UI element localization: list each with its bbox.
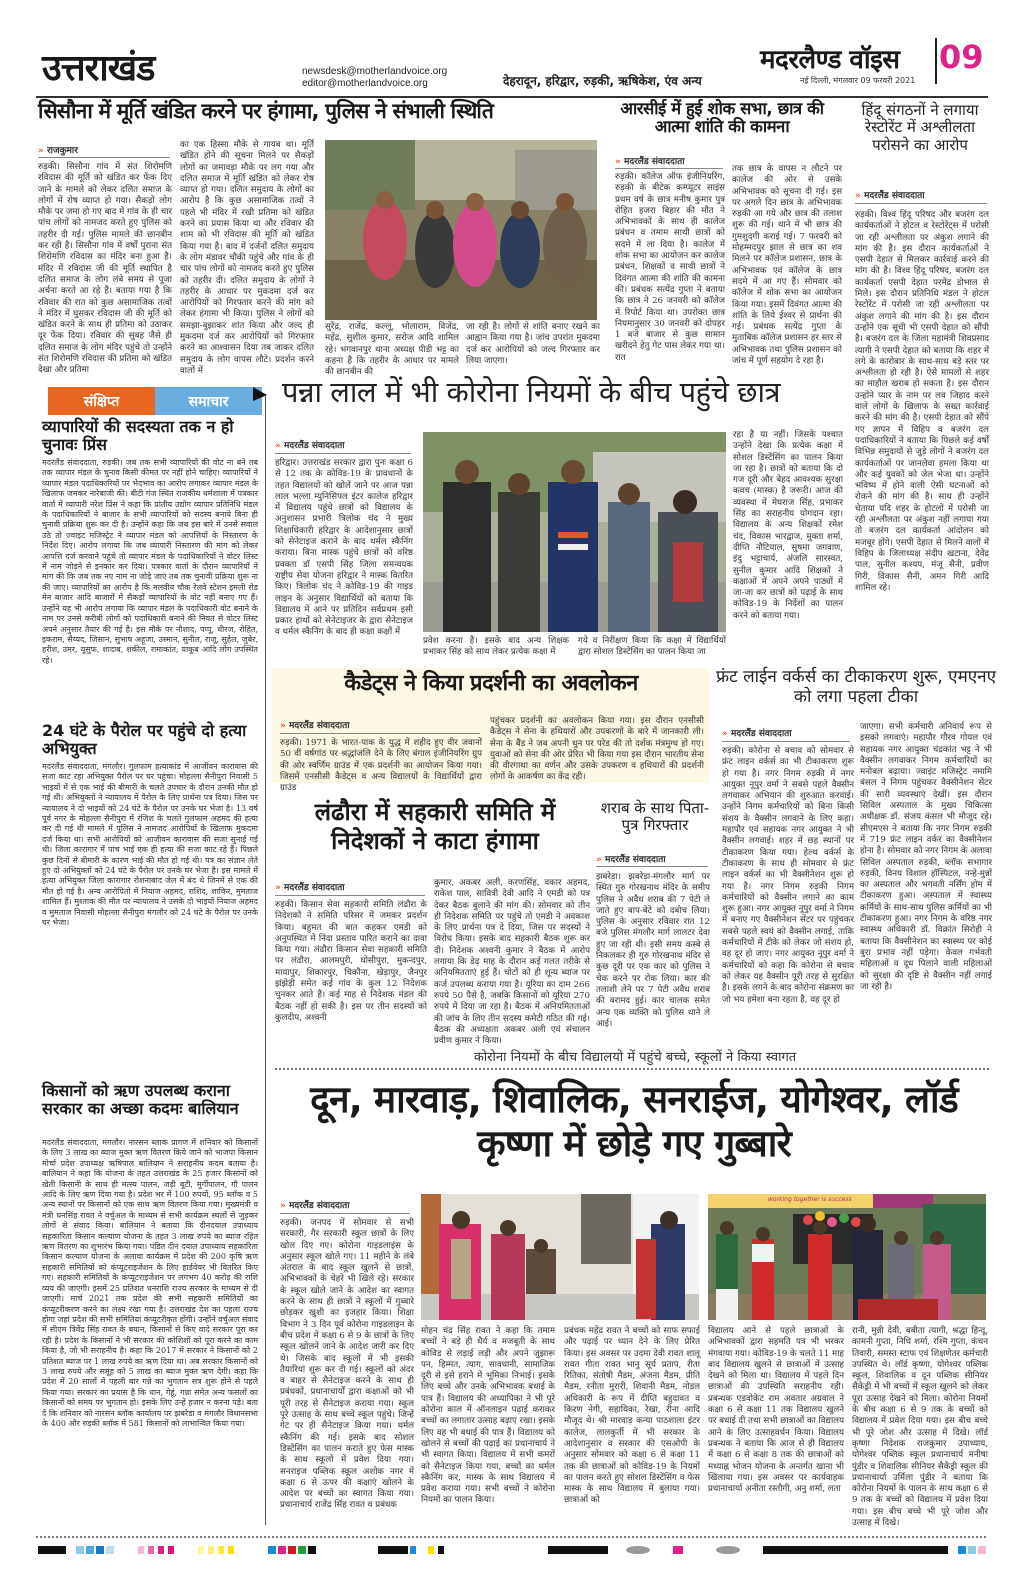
print-registration-marks — [18, 1546, 1006, 1554]
footer-dotted-rule — [36, 1536, 988, 1538]
header-rule — [36, 96, 988, 98]
schools-col5: रानी, मुन्नी देवी, बबीता त्यागी, श्रद्धा हिन्दू, कामनी गुप्ता, निधि शर्मा, रश्मि गुप्ता, कंचन तिवारी, समस्त स्टाफ एवं शिक्षणेतर कर्मचारी उपस्थित थे। लॉर्ड कृष्णा, योगेश्वर पब्लिक स्कूल, शिवालिक व दून पब्लिक सीनियर सैकेंड्री में भी बच्चों में स्कूल खुलने को लेकर पूरा उत्साह देखने को मिला। कोरोना नियमों के बीच कक्षा 6 से 9 तक के बच्चों को विद्यालय में प्रवेश दिया गया। इस बीच बच्चे भी पूरे जोश और उत्साह में दिखे। लॉर्ड कृष्णा निदेशक राजकुमार उपाध्याय, योगेश्वर पब्लिक स्कूल प्रधानाचार्य मनीषा पुंडीर व शिवालिक सीनियर सैकेंड्री स्कूल की प्रधानाचार्या उर्मिला पुंडीर ने बताया कि कोरोना नियमों के पालन के साथ कक्षा 6 से 9 तक के बच्चों को विद्यालय में प्रवेश दिया गया। इस बीच बच्चे भी पूरे जोश और उत्साह में दिखे। — [852, 1326, 988, 1529]
byline-sisona: » राजकुमार — [38, 143, 78, 156]
headline-sisona: सिसौना में मूर्ति खंडित करने पर हंगामा, पुलिस ने संभाली स्थिति — [38, 99, 494, 123]
byline-sharab: » मदरलैंड संवाददाता — [596, 852, 666, 865]
schools-col1: रुड़की। जनपद में सोमवार से सभी सरकारी, गैर सरकारी स्कूल छात्रों के लिए खोल दिए गए। कोरोना गाइडलाइंस के अनुसार स्कूल खोले गए। 11 महीने के लंबे अंतराल के बाद स्कूल खुलने से छात्रों, अभिभावकों के चेहरे भी खिले रहे। सरकार के स्कूल खोले जाने के आदेश का स्वागत करने के साथ ही छात्रों ने स्कूलों में गुब्बारे छोड़कर खुशी का इजहार किया। शिक्षा विभाग ने 3 दिन पूर्व कोरोना गाइडलाइन के बीच प्रदेश में कक्षा 6 से 9 के छात्रों के लिए स्कूल खोलने जाने के आदेश जारी कर दिए थे। जिसके बाद स्कूलों में भी इसकी तैयारियां शुरू कर दी गई। स्कूलों को अंदर व बाहर से सैनेटाइज करने के साथ ही प्रबंधकों, प्रधानाचार्यों द्वारा कक्षाओं को भी पूरी तरह से सैनेटाइज कराया गया। स्कूल पूरे उत्साह के साथ बच्चे स्कूल पहुंचे। जिन्हें गेट पर ही सैनेटाइज किया गया। थर्मल स्कैनिंग की गई। इसके बाद सोशल डिस्टेंसिंग का पालन कराते हुए फेस मास्क के साथ स्कूलों में प्रवेश दिया गया। सनराइज पब्लिक स्कूल अशोक नगर में कक्षा 6 से ऊपर की कक्षाएं खोलने के आदेश पर बच्चों का स्वागत किया गया। प्रधानाचार्य राजेंद्र सिंह रावत व प्रबंधक — [280, 1218, 414, 1511]
byline-rule — [275, 895, 425, 896]
masthead-divider — [935, 38, 937, 84]
pannalal-col4: रहा है या नहीं। जिसके पश्चात उन्होंने देखा कि प्रत्येक कक्षा में सोशल डिस्टेंसिंग का पालन किया जा रहा है। छात्रों को बताया कि दो गज दूरी और बेहद आवश्यक सुरक्षा कवच (मास्क) है जरूरी। आज की व्यवस्था में मेघराज सिंह, प्रभाकर सिंह का सराहनीय योगदान रहा। विद्यालय के अन्य शिक्षकों रमेश चंद, विकास भारद्वाज, मुक्ता शर्मा, दीप्ति नौटियाल, सुषमा जगवाण, इंदु भट्टाचार्य, अंजलि सारस्वत, सुनील कुमार आदि शिक्षकों ने कक्षाओं में अपने अपने पाठ्यों में जा-जा कर छात्रों को पढ़ाई के साथ कोविड-19 के निर्देशों का पालन करने को बताया गया। — [733, 430, 843, 621]
byline-rule — [280, 1213, 410, 1214]
rci-col1: रुड़की। कॉलेज ऑफ इंजीनियरिंग, रुड़की के बीटेक कम्प्यूटर साइंस प्रथम वर्ष के छात्र मनीष कुमार पुत्र रोहित हजरा बिहार की मौत ने अभिभावकों के साथ ही कालेज प्रबंधन व तमाम साथी छात्रों को सदमे में ला दिया है। कालेज में शोक सभा का आयोजन कर कालेज प्रबंधन, शिक्षकों व साथी छात्रों ने दिवंगत आत्मा की शांति की कामना की। प्रबंधक सत्येंद्र गुप्ता ने बताया कि छात्र ने 26 जनवरी को कॉलेज में रिपोर्ट किया था। उपरोक्त छात्र नियमानुसार 30 जनवरी को दोपहर 1 बजे बाजार से कुछ सामान खरीदने हेतु गेट पास लेकर गया था। रात — [615, 172, 725, 363]
headline-hindu-orgs: हिंदू संगठनों ने लगाया रेस्टोरेंट में अश्लीलता परोसने का आरोप — [861, 101, 979, 154]
frontline-col1: रुड़की। कोरोना से बचाव को सोमवार से फ्रंट लाइन वर्कर्स का भी टीकाकरण शुरू हो गया है। नगर निगम रुड़की में नगर आयुक्त नूपुर वर्मा ने सबसे पहले वैक्सीन लगवाकर अभियान की शुरुआत करवाई। उन्होंने निगम कर्मचारियों को बिना किसी संशय के वैक्सीन लगवाने के लिए कहा। महापौर एवं सहायक नगर आयुक्त ने भी वैक्सीन लगवाई। शहर में छह स्थानों पर टीकाकरण किया गया। हेल्थ वर्कर्स के टीकाकरण के साथ ही सोमवार से फ्रंट लाइन वर्कर्स का भी वैक्सीनेशन शुरू हो गया है। नगर निगम रुड़की निगम कर्मचारियों को वैक्सीन लगाने का काम शुरू हुआ। नगर आयुक्त नूपुर वर्मा ने निगम में बनाए गए वैक्सीनेशन सेंटर पर पहुंचकर सबसे पहले स्वयं को वैक्सीन लगाई, ताकि कर्मचारियों में टीके को लेकर जो संशय हो, वह दूर हो जाए। नगर आयुक्त नूपुर वर्मा ने कर्मचारियों को कहा कि कोरोना से बचाव को लेकर यह वैक्सीन पूरी तरह से सुरक्षित है। इसके लगने के बाद कोरोना संक्रमण का जो भय हमेशा बना रहता है, वह दूर हो — [722, 746, 854, 1005]
landhaura-col2: कुमार, अकबर अली, करणसिंह, वकार अहमद, राकेश पाल, सावित्री देवी आदि ने एमडी को पत्र देकर बैठक बुलाने की मांग की। सोमवार को तीन ही निदेशक समिति पर पहुंचे तो एमडी ने अवकाश के लिए प्रार्थना पत्र दे दिया, जिस पर सदस्यों ने विरोध किया। इसके बाद सहकारी बैठक शुरू कर दी। निदेशक अश्वनी कुमार ने बैठक में आरोप लगाया कि डेढ़ माह के दौरान कई गलत तरीके से अनियमितताएं हुई हैं। चोटों को ही शून्य ब्याज पर कर्ज उपलब्ध कराया गया है। यूरिया का दाम 266 रुपये 50 पैसे है, जबकि किसानों को यूरिया 270 रुपये में दिया जा रहा है। बैठक में अनियमितताओं की जांच के लिए तीन सदस्य कमेटी गठित की गई। बैठक की अध्यक्षता अकबर अली एवं संचालन प्रवीण कुमार ने किया। — [434, 878, 590, 1047]
byline-hindu: » मदरलैंड संवाददाता — [855, 188, 925, 201]
email-newsdesk[interactable]: newsdesk@motherlandvoice.org — [302, 66, 448, 77]
byline-landhaura: » मदरलैंड संवाददाता — [275, 880, 345, 893]
pannalal-col1: हरिद्वार। उत्तराखंड सरकार द्वारा पुनः कक्षा 6 से 12 तक के कोविड-19 के प्रावधानों के तहत विद्यालयों को खोलें जाने पर आज पन्ना लाल भल्ला म्युनिसिपल इंटर कालेज हरिद्वार में विद्यालय पहुंचे छात्रों को विद्यालय के अनुशासन प्रभारी त्रिलोक चंद ने मुख्य शिक्षाधिकारी हरिद्वार के आदेशानुसार छात्रों को सेनेटाइज कराने के बाद थर्मल स्कैनिंग कराया। बिना मास्क पहुंचे छात्रों को वरिष्ठ प्रवक्ता डॉ एसपी सिंह जिला समन्वयक राष्ट्रीय सेवा योजना हरिद्वार ने मास्क वितरित किए। त्रिलोक चंद ने कोविड-19 की गाइड लाइन के अनुसार विद्यार्थियों को बताया कि विद्यालय में आने पर प्रतिदिन सर्वप्रथम इसी प्रकार हाथों को सेनेटाइजर के द्वारा सेनेटाइज व थर्मल स्कैनिंग के बाद ही कक्षा कक्षों में — [275, 458, 413, 638]
byline-rule — [38, 157, 170, 158]
headline-rci: आरसीई में हुई शोक सभा, छात्र की आत्मा शांति की कामना — [620, 99, 824, 137]
headline-frontline: फ्रंट लाईन वर्कर्स का टीकाकरण शुरू, एमएनए को लगा पहला टीका — [716, 667, 996, 707]
headline-landhaura: लंढौरा में सहकारी समिति में निदेशकों ने काटा हंगामा — [314, 798, 556, 855]
hindu-body: रुड़की। विश्व हिंदू परिषद और बजरंग दल कार्यकर्ताओं ने होटल व रेस्टोरेंट्स में परोसी जा रही अश्लीलता पर अंकुश लगाने की मांग की है। इस दौरान कार्यकर्ताओं ने एसपी देहात से मिलकर कार्रवाई करने की मांग की है। विश्व हिंदू परिषद, बजरंग दल कार्यकर्ता एसपी देहात परमेंद्र डोभाल से मिले। इस दौरान प्रतिनिधि मंडल ने होटल रेस्टोरेंट में परोसी जा रही अश्लीलता पर अंकुश लगाने की मांग की है। इस दौरान उन्होंने एक सूची भी एसपी देहात को सौंपी है। बजरंग दल के जिला महामंत्री शिवप्रसाद त्यागी ने एसपी देहात को बताया कि शहर में लगे के कारोबार के साथ-साथ बड़े स्तर पर अश्लीलता हो रही है। ऐसे मामलों से शहर का माहौल खराब हो सकता है। इस दौरान उन्होंने प्यार के नाम पर लव जिहाद करने वाले लोगों के खिलाफ के सख्त कार्रवाई करने की मांग की है। एसपी देहात को सौंपे गए ज्ञापन में विहिप व बजरंग दल पदाधिकारियों ने बताया कि पिछले कई वर्षों विभिन्न समुदायों से जुड़े लोगों ने बजरंग दल कार्यकर्ताओं पर जानलेवा हमला किया था और कई युवकों को जेल भेजा था। उन्होंने भविष्य में होने वाली ऐसी घटनाओं को रोकने की मांग की है। साथ ही उन्होंने चेताया यदि शहर के होटलों में परोसी जा रही अश्लीलता पर अंकुश नहीं लगाया गया तो बजरंग दल कार्यकर्ता आंदोलन को मजबूर होंगे। एसपी देहात से मिलने वालों में विहिप के जिलाध्यक्ष संदीप खटाना, देवेंद्र पाल, सुनील कश्यप, मंजू सैनी, प्रवीण गिरी, विकास सैनी, अमन गिरी आदि शामिल रहे। — [855, 210, 989, 593]
brief1-body: मदरलैंड संवाददाता, रुड़की। जब तक सभी व्यापारियों की वोट ना बने तब तक व्यापार मंडल के चुनाव किसी कीमत पर नहीं होने चाहिए। व्यापारियों ने व्यापार मंडल पदाधिकारियों पर भेदभाव का आरोप लगाकर व्यापार मंडल के खिलाफ जमकर नारेबाजी की। बीटी गंज स्थित राजकीय धर्मशाला में पत्रकार वार्ता में व्यापारी नरेश प्रिंस ने कहा कि प्रांतीय उद्योग व्यापार प्रतिनिधि मंडल के पदाधिकारियों ने बाजार के सभी व्यापारियों को सदस्य बनाये बिना ही चुनावी प्रक्रिया शुरू कर दी है। उन्होंने कहा कि जब इस बारे में उनसे सवाल उठे तो ज्वाइंट मजिस्ट्रेट ने व्यापार मंडल को आपत्तियों के निस्तारण के निर्देश दिए। आरोप लगाया कि जब व्यापारी निस्तारण की मांग को लेकर आपत्ति दर्ज करवाने पहुंचे तो व्यापार मंडल के पदाधिकारियों ने वोटर लिस्ट में नाम जोड़ने से इनकार कर दिया। पत्रकार वार्ता के दौरान व्यापारियों ने मांग की कि जब तक नए नाम ना जोड़े जाएं तब तक चुनावी प्रक्रिया शुरू ना की जाए। व्यापारियों का आरोप है कि मलवीय चौक रेलवे स्टेशन इमली रोड मेन बाजार आदि बाजारों में सैकड़ों व्यापारियों के वोट नहीं बनाए गए हैं। उन्होंने यह भी आरोप लगाया कि व्यापार मंडल के पदाधिकारी वोट बनाने के नाम पर उनसे करीबी लोगों को पदाधिकारी बनाने की नियत से वोटर लिस्ट अपने अनुसार तैयार की गई है। इस मौके पर नौशाद, पप्पू, धीरज, रोहित, इकराम, सैय्यद, जिसान, सुभाष अहूजा, उस्मान, सुनील, राजू, सुहेल, जुबेर, हरीश, उमर, यूसुफ, शादाब, शकील, रामाकांत, याकूब आदि लोग उपस्थित रहे। — [42, 458, 258, 665]
pannalal-col3: गये व निरीक्षण किया कि कक्षा में विद्यार्थियों द्वारा सोशल डिस्टेंसिंग का पालन किया जा — [578, 636, 726, 658]
byline-schools: » मदरलैंड संवाददाता — [280, 1198, 350, 1211]
brief2-body: मदरलैंड संवाददाता, मंगलौर। गुलफाम हत्याकांड में आजीवन कारावास की सजा काट रहा अभियुक्त पैरोल पर घर पहुंचा। मोहल्ला सैनीपुरा निवासी 5 भाइयों में से एक भाई की बीमारी के चलते उपचार के दौरान उनकी मौत हो गई थी। अभियुक्तों ने न्यायालय में पैरोल के लिए प्रार्थना पत्र दिया। जिस पर न्यायालय ने दो भाइयों को 24 घंटे के पैरोल पर उनके घर भेजा है। 13 वर्ष पूर्व नगर के मोहल्ला सैनीपुरा में रंजिश के चलते गुलफाम अहमद की हत्या कर दी गई थी मामले में पुलिस ने नामजद आरोपियों के खिलाफ मुकदमा दर्ज किया था। सभी आरोपियों को आजीवन कारावास की सजा सुनाई गई थी। जिला कारागार में पांच भाई एक ही हत्या की सजा काट रहे हैं। पिछले कुछ दिनों से बीमारी के कारण भाई की मौत हो गई थी। पत्र का संज्ञान लेते हुए दो अभियुक्तों को 24 घंटे के पैरोल पर उनके घर भेजा है। इस मामले में हत्या अभियुक्त जिला कारागार रोशनाबाद जेल में बंद थे जिनमें से एक की मौत हो गई है। अन्य आरोपितो में नियाज अहमद, राशिद, शाकिर, मुमताज शामिल हैं। मुश्ताक की मौत पर न्यायालय ने उसके दो भाइयों नियाज अहमद व मुमताज निवासी मोहल्ला सैनीपुरा मंगलौर को 24 घंटे के पैरोल पर उनके घर भेजा। — [42, 762, 258, 928]
byline-cadets: » मदरलैंड संवाददाता — [280, 718, 350, 731]
byline-rule — [596, 866, 708, 867]
schools-col3: प्रबंधक महेंद्र रावत ने बच्चों को साफ सफाई और पढ़ाई पर ध्यान देने के लिए प्रेरित किया। इस अवसर पर उदमा देवी रावत शालू रावत गीता रावत भानु सूर्य प्रताप, रीता रितिका, संतोषी मैडम, अंजना मैडम, प्रीति मैडम, रनीता मुरारी, शिवानी मैडम, नोडल अधिकारी के रूप में दीप्ति बहुदावत व किरण नेगी, सहायिका, रेखा, रीना आदि मौजूद थे। श्री मारवाड़ कन्या पाठशाला इंटर कालेज, लालकुर्ती में भी सरकार के आदेशानुसार व सरकार की एसओपी के अनुसार सोमवार को कक्षा 6 से कक्षा 11 तक की छात्राओं को कोविड-19 के नियमों का पालन करते हुए सोशल डिस्टेंसिंग व फेस मास्क के साथ विद्यालय में बुलाया गया। छात्राओं को — [564, 1326, 700, 1506]
sisona-col2: का एक हिस्सा मौके से गायब था। मूर्ति खंडित होने की सूचना मिलने पर सैकड़ों लोगों का जमावड़ा मौके पर लग गया और दलित समाज में मूर्ति खंडित को लेकर रोष व्याप्त हो गया। दलित समुदाय के लोगों का आरोप है कि कुछ असामाजिक तत्वों ने पहले भी मंदिर में रखी प्रतिमा को खंडित करने का प्रयास किया था और रविवार की शाम को भी रविदास की मूर्ति को खंडित किया गया है। बाद में दर्जनों दलित समुदाय के लोग मंडावर चौकी पहुंचे और गांव के ही चार पांच लोगों को नामजद करते हुए पुलिस को तहरीर दी। दलित समुदाय के लोगों ने तहरीर के आधार पर मुकदमा दर्ज कर आरोपियों को गिरफ्तार करने की मांग को लेकर हंगामा भी किया। पुलिस ने लोगों को समझा-बुझाकर शांत किया और जल्द ही मुकदमा दर्ज कर आरोपियों को गिरफ्तार करने का आश्वासन दिया तब जाकर दलित समुदाय के लोग वापस लौटे। प्रदर्शन करने वालों में — [180, 140, 314, 376]
schools-col4: विद्यालय आने से पहले छात्राओं के अभिभावकों द्वारा सहमति पत्र भी भरकर मंगवाया गया। कोविड-19 के चलते 11 माह बाद विद्यालय खुलने से छात्राओं में उत्साह देखने को मिला था। विद्यालय में पहले दिन छात्राओं की उपस्थिति सराहनीय रही। प्रबन्धक एडवोकेट राम अवतार अग्रवाल ने कक्षा 6 से कक्षा 11 तक विद्यालय खुलने पर बधाई दी तथा सभी छात्राओं का विद्यालय आने के लिए उत्साहवर्धन किया। विद्यालय प्रबन्धक ने बताया कि आज से ही विद्यालय में कक्षा 6 से कक्षा 8 तक की छात्राओं को मध्याह्न भोजन योजना के अन्तर्गत खाना भी खिलाया गया। इस अवसर पर कार्यवाहक प्रधानाचार्या अनीता रस्तौगी, अनु शर्मा, लता — [708, 1326, 844, 1495]
section-title: उत्तराखंड — [42, 48, 155, 89]
byline-pannalal: » मदरलैंड संवाददाता — [275, 438, 345, 451]
cadets-col2: पहुंचकर प्रदर्शनी का अवलोकन किया गया। इस दौरान एनसीसी कैडेट्स ने सेना के हथियारों और उपकरणों के बारे में जानकारी ली। सेना के बैंड ने जब अपनी धुन पर परेड की तो दर्शक मंत्रमुग्ध हो गए। युवाओं को सेना की ओर प्रेरित भी किया गया इस दौरान भारतीय सेना की वीरगाथा का वर्णन और उसके उपकरण व हथियारों की प्रदर्शनी लोगों के आकर्षण का केंद्र रही। — [490, 716, 704, 783]
dateline: नई दिल्ली, मंगलवार 09 फरवरी 2021 — [800, 76, 916, 85]
photo-banner-text: working together is success — [768, 1196, 852, 1203]
headline-cadets: कैडेट्स ने किया प्रदर्शनी का अवलोकन — [344, 671, 638, 696]
rci-col2: तक छात्र के वापस न लौटने पर कालेज की ओर से उसके अभिभावक को सूचना दी गई। इस पर अगले दिन छात्र के अभिभावक रुड़की आ गये और छात्र की तलाश शुरू की गई। थाने में भी छात्र की गुमशुदगी कराई गई। 7 फरवरी को मोहम्मदपुर झाल से छात्र का शव मिलने पर कॉलेज प्रशासन, छात्र के अभिभावक एवं कॉलेज के छात्र सदमे में आ गए हैं। सोमवार को कॉलेज में शोक सभा का आयोजन किया गया। इसमें दिवंगत आत्मा की शांति के लिये ईश्वर से प्रार्थना की गई। प्रबंधक सत्येंद्र गुप्ता के मुताबिक कॉलेज प्रशासन हर स्तर से अभिभावक तथा पुलिस प्रशासन को जांच में पूर्ण सहयोग दे रहा है। — [732, 164, 842, 367]
brief3-headline: किसानों को ऋण उपलब्ध कराना सरकार का अच्छा कदमः बालियान — [42, 1081, 239, 1118]
sharab-body: झबरेड़ा। झबरेड़ा-मंगलौर मार्ग पर स्थित गुरु गोरखनाथ मंदिर के समीप पुलिस ने अवैध शराब की 7 पेटी ले जाते हुए बाप-बेटे को दबोच लिया। पुलिस के अनुसार रविवार रात 12 बजे पुलिस मंगलौर मार्ग लालटर देवा हुए जा रही थी। इसी समय कस्बे से निकलकर ही गुरु गोरखनाथ मंदिर से कुछ दूरी पर एक कार को पुलिस ने चेक करने पर रोक लिया। कार की तलाशी लेने पर 7 पेटी अवैध शराब की बरामद हुई। कार चालक समेत अन्य एक व्यक्ति को पुलिस थाने ले आई। — [596, 872, 710, 1029]
photo-schools-entry — [421, 1194, 699, 1320]
badge-left: संक्षिप्त — [48, 387, 155, 415]
email-editor[interactable]: editor@motherlandvoice.org — [302, 78, 428, 89]
headline-schools: दून, मारवाड़, शिवालिक, सनराईज, योगेश्वर, लॉर्ड कृष्णा में छोड़े गए गुब्बारे — [310, 1078, 958, 1166]
sisona-col4: जा रही है। लोगों से शांति बनाए रखने का आह्वान किया गया है। जांच उपरांत मुकदमा दर्ज कर आरोपियों को जल्द गिरफ्तार कर लिया जाएगा। — [466, 322, 600, 366]
cadets-col1: रुड़की। 1971 के भारत-पाक के युद्ध में शहीद हुए वीर जवानों 50 वीं वर्षगांठ पर श्रद्धांजलि देने के लिए बंगाल इंजीनियरिंग ग्रुप की ओर स्वर्णिम ग्राउंड में एक प्रदर्शनी का आयोजन किया गया। जिसमें एनसीसी कैडेट्स व अन्य विद्यालयों के विद्यार्थियों द्वारा ग्राउंड — [280, 738, 482, 794]
byline-rule — [280, 733, 480, 734]
schools-col2: मोहन चंद्र सिंह रावत ने कहा कि तमाम बच्चों ने बड़े ही धैर्य व मजबूती के साथ कोविड से लड़ाई लड़ी और अपने जुझारू पन, हिम्मत, त्याग, सावधानी, सामाजिक दूरी से इसे हराने में भूमिका निभाई। इसके लिए बच्चे और उनके अभिभावक बधाई के पात्र हैं। विद्यालय की अध्यापिका ने भी पूरे कोरोना काल में ऑनलाइन पढ़ाई कराकर बच्चों का लगातार उत्साह बढ़ाए रखा। इसके लिए वह भी बधाई की पात्र हैं। विद्यालय को खोलने से बच्चों की पढ़ाई का प्रधानाचार्य ने भी स्वागत किया। विद्यालय में सभी कमरों को सैनेटाइज किया गया, बच्चों का थर्मल स्कैनिंग कर, मास्क के साथ विद्यालय में प्रवेश कराया गया। सभी बच्चों ने कोरोना नियमों का पालन किया। — [421, 1326, 555, 1506]
byline-rule — [722, 741, 850, 742]
headline-pannalal: पन्ना लाल में भी कोरोना नियमों के बीच पहुंचे छात्र — [282, 375, 780, 409]
landhaura-col1: रुड़की। किसान सेवा सहकारी समिति लंढौरा के निदेशकों ने समिति परिसर में जमकर प्रदर्शन किया। बहुमत की बात कहकर एमडी को अनुपस्थित में निंदा प्रस्ताव पारित कराने का दावा किया गया। लंढौरा किसान सेवा सहकारी समिति पर लंढौरा, आलमपुरी, घोसीपुरा, मुकन्दपुर, मायापुर, शिकारपुर, चिकौना, खेड़ापुर, जैनपुर झंझेड़ी समेत कई गांव के कुल 12 निदेशक चुनकर आते हैं। कई माह से निदेशक मंडल की बैठक नहीं हो सकी है। इस पर तीन सदस्यों को कुलदीप, अश्वनी — [275, 900, 427, 1023]
sisona-col1: रुड़की। सिसौना गांव में संत शिरोमणि रविदास की मूर्ति को खंडित कर फेंक दिए जाने के मामले को लेकर दलित समाज के लोगों में रोष व्याप्त हो गया। सैकड़ों लोग मौके पर जमा हो गए बाद में गांव के ही चार पांच लोगों को नामजद करते हुए पुलिस को तहरीर दी गई। पुलिस मामले की छानबीन कर रही है। सिसौना गांव में वर्षों पुराना संत शिरोमणि रविदास का मंदिर बना हुआ है। मंदिर में रविदास जी की मूर्ति स्थापित है दलित समाज के लोग लंबे समय से पूजा अर्चना करते आ रहे हैं। बताया गया है कि रविवार की रात को कुछ असामाजिक तत्वों ने मंदिर में घुसकर रविदास जी की मूर्ति को खंडित करने के साथ ही प्रतिमा को उठाकर दूर फेंक दिया। रविवार की सुबह जैसे ही दलित समाज के लोग मंदिर पहुंचे तो उन्होंने संत शिरोमणि रविदास की प्रतिमा को खंडित देखा और प्रतिमा — [38, 162, 172, 376]
photo-pannalal-students — [423, 432, 726, 632]
photo-sisona-protest — [325, 140, 597, 320]
badge-right: समाचार — [155, 387, 262, 415]
byline-rule — [615, 168, 723, 169]
brief-news-badge — [48, 387, 262, 415]
pannalal-col2: प्रवेश करना है। इसके बाद अन्य शिक्षक प्रभाकर सिंह को साथ लेकर प्रत्येक कक्षा में — [423, 636, 569, 658]
contact-emails — [302, 66, 447, 90]
schools-kicker: कोरोना नियमों के बीच विद्यालयो में पहुंचे बच्चे, स्कूलों ने किया स्वागत — [473, 1050, 797, 1065]
dotted-rule — [275, 1068, 990, 1070]
byline-rule — [855, 203, 987, 204]
masthead: मदरलैण्ड वॉइस — [760, 45, 900, 75]
byline-rci: » मदरलैंड संवाददाता — [615, 154, 685, 167]
column-divider — [265, 395, 266, 1525]
brief2-headline: 24 घंटे के पैरोल पर पहुंचे दो हत्या अभियुक्त — [42, 721, 247, 758]
brief1-headline: व्यापारियों की सदस्यता तक न हो चुनावः प्रिंस — [42, 417, 234, 454]
brief3-body: मदरलैंड संवाददाता, मंगलौर। नारसन ब्लाक प्रागण में शनिवार को किसानों के लिए 3 लाख का ब्याज मुक्त ऋण वितरण किये जाने को भाजपा किसान मोर्चा प्रदेश उपाध्यक्ष ऋषिपाल बालियान ने सराहनीय कदम बताया है। बालियान ने कहा कि योजना के तहत उत्तराखंड के 25 हजार किसानों को खेती किसानी के साथ ही मत्स्य पालन, जड़ी बूटी, मुर्गीपालन, गौ पालन आदि के लिए ऋण दिया गया है। प्रदेश भर में 100 रुपयों, 95 ब्लॉक व 5 अन्य स्थानों पर किसानों को एक साथ ऋण वितरण किया गया। मुख्यमंत्री व मंत्री धनसिंह रावत ने वर्चुअल के माध्यम से सभी कार्यक्रम स्थलों से जुड़कर लोगों से संवाद किया। बालियान ने बताया कि दीनदयाल उपाध्याय सहकारिता किसान कल्याण योजना के तहत 3 लाख रुपये का ब्याज रहित ऋण वितरण का शुभारंभ किया गया। पंडित दीन दयाल उपाध्याय सहकारिता किसान कल्याण योजना के अलावा कार्यक्रम में प्रदेश की 200 कृषि ऋण सहकारी समितियों को कंप्यूटराइजेशन के लिए हार्डवेयर भी वितरित किए गए। सहकारी समितियों के कंप्यूटराइजेशन पर लगभग 40 करोड़ की राशि व्यय की जाएगी। इसमें 25 प्रतिशत धनराशि राज्य सरकार के माध्यम से दी जाएगी। मार्च 2021 तक प्रदेश की सभी सहकारी समितियों का कंप्यूटरीकरण करने का लक्ष्य रखा गया है। उत्तराखंड देश का पहला राज्य होगा जहां प्रदेश की सभी समितियां कंप्यूटरीकृत होंगी। उन्होंने वर्चुअल संवाद में सीएम त्रिवेंद्र सिंह रावत के बयान, किसानों से किए वादे सरकार पूरा कर रही है। प्रदेश के किसानों ने भी सरकार की कोशिशों को पूरा करने का काम किया है, जो भी सराहनीय है। कहा कि 2017 में सरकार ने किसानों को 2 प्रतिशत ब्याज पर 1 लाख रुपये का ऋण दिया था। अब सरकार किसानों को 3 लाख रुपये और समूह को 5 लाख का ब्याज मुक्त ऋण देगी। कहा कि प्रदेश में 20 सालों में पहली बार गन्ने का भुगतान सत्र शुरू होने से पहले किया गया। सरकार का प्रयास है कि धान, गेहूं, गन्ना समेत अन्य फसलों का किसानों को समय पर भुगतान हो। इसके लिए उन्हें हजार न करना पड़े। बता दें कि शनिवार को नारसन ब्लॉक कार्यालय पर झबरेडा व मंगलौर विधानसभा के 400 और रुड़की ब्लॉक में 581 किसानों को लाभान्वित किया गया। — [42, 1138, 258, 1428]
headline-sharab: शराब के साथ पिता-पुत्र गिरफ्तार — [600, 799, 710, 835]
photo-schools-balloons — [708, 1194, 986, 1320]
page-number: 09 — [939, 38, 984, 76]
byline-frontline: » मदरलैंड संवाददाता — [722, 726, 792, 739]
frontline-col2: जाएगा। सभी कर्मचारी अनिवार्य रूप से इसको लगवाएं। महापौर गौरव गोयल एवं सहायक नगर आयुक्त चंद्रकांत भट्ट ने भी वैक्सीन लगवाकर निगम कर्मचारियों का मनोबल बढ़ाया। ज्वाइंट मजिस्ट्रेट नमामि बंसल ने निगम पहुंचकर वैक्सीनेशन सेंटर की सारी व्यवस्थाएं देखीं। इस दौरान सिविल अस्पताल के मुख्य चिकित्सा अधीक्षक डॉ. संजय कंसल भी मौजूद रहे। सीएमएस ने बताया कि नगर निगम रुड़की में 719 फ्रंट लाइन वर्कर का वैक्सीनेशन होना है। सोमवार को नगर निगम के अलावा सिविल अस्पताल रुड़की, ब्लॉक सभागार रुड़की, विनय विशाल हॉस्पिटल, नन्हे-मुन्नों का अस्पताल और भगवती नर्सिंग होम में टीकाकरण हुआ। अस्पताल में स्वास्थ्य कर्मियों के साथ-साथ पुलिस कर्मियों का भी टीकाकरण हुआ। नगर निगम के वरिष्ठ नगर स्वास्थ्य अधिकारी डॉ. विक्रांत सिरोही ने बताया कि वैक्सीनेशन का स्वास्थ्य पर कोई बुरा प्रभाव नहीं पड़ेगा। केवल गर्भवती महिलाओं व दूध पिलाने वाली महिलाओं को सुरक्षा की दृष्टि से वैक्सीन नहीं लगाई जा रही है। — [860, 722, 992, 992]
edition-cities: देहरादून, हरिद्वार, रुड़की, ऋषिकेश, एंव अन्य — [503, 74, 702, 88]
byline-rule — [275, 453, 411, 454]
sisona-col3: सुरेंद्र, राजेंद्र, कल्लू, भोलाराम, विजेंद्र, महेंद्र, सुशील कुमार, सरोज आदि शामिल रहे। भगवानपुर थाना अध्यक्ष पीडी भट्ट का कहना है कि तहरीर के आधार पर मामले की छानबीन की — [325, 322, 459, 378]
